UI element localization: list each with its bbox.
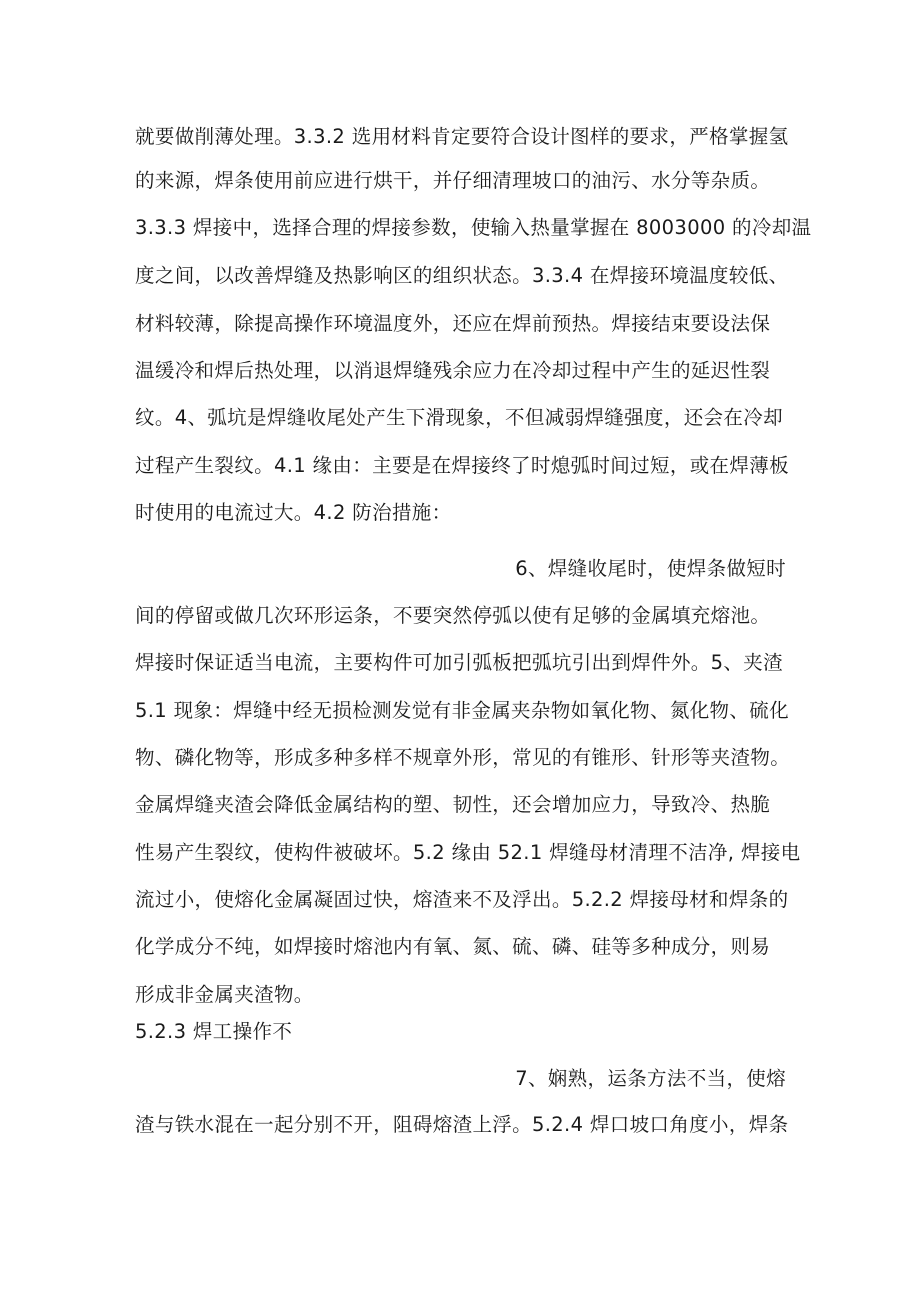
- text-line: 焊接时保证适当电流，主要构件可加引弧板把弧坑引出到焊件外。5、夹渣: [135, 651, 783, 674]
- text-line: 间的停留或做几次环形运条，不要突然停弧以使有足够的金属填充熔池。: [135, 604, 771, 627]
- text-line: 物、磷化物等，形成多种多样不规章外形，常见的有锥形、针形等夹渣物。: [135, 746, 791, 769]
- text-line: 流过小，使熔化金属凝固过快，熔渣来不及浮出。5.2.2 焊接母材和焊条的: [135, 888, 789, 911]
- text-line: 金属焊缝夹渣会降低金属结构的塑、韧性，还会增加应力，导致冷、热脆: [135, 793, 771, 816]
- text-line: 6、焊缝收尾时，使焊条做短时: [515, 557, 786, 580]
- text-line: 渣与铁水混在一起分别不开，阻碍熔渣上浮。5.2.4 焊口坡口角度小，焊条: [135, 1113, 789, 1136]
- text-line: 就要做削薄处理。3.3.2 选用材料肯定要符合设计图样的要求，严格掌握氢: [135, 125, 789, 148]
- text-line: 3.3.3 焊接中，选择合理的焊接参数，使输入热量掌握在 8003000 的冷却温: [135, 216, 812, 239]
- text-line: 5.1 现象：焊缝中经无损检测发觉有非金属夹杂物如氧化物、氮化物、硫化: [135, 699, 789, 722]
- text-line: 形成非金属夹渣物。: [135, 983, 314, 1006]
- text-line: 5.2.3 焊工操作不: [135, 1020, 293, 1043]
- text-line: 度之间，以改善焊缝及热影响区的组织状态。3.3.4 在焊接环境温度较低、: [135, 264, 789, 287]
- text-line: 性易产生裂纹，使构件被破坏。5.2 缘由 52.1 焊缝母材清理不洁净, 焊接电: [135, 841, 801, 864]
- text-line: 材料较薄，除提高操作环境温度外，还应在焊前预热。焊接结束要设法保: [135, 312, 771, 335]
- text-line: 7、娴熟，运条方法不当，使熔: [515, 1067, 786, 1090]
- text-line: 温缓冷和焊后热处理，以消退焊缝残余应力在冷却过程中产生的延迟性裂: [135, 359, 771, 382]
- text-line: 纹。4、弧坑是焊缝收尾处产生下滑现象，不但减弱焊缝强度，还会在冷却: [135, 406, 783, 429]
- text-line: 化学成分不纯，如焊接时熔池内有氧、氮、硫、磷、硅等多种成分，则易: [135, 935, 771, 958]
- text-line: 时使用的电流过大。4.2 防治措施：: [135, 501, 452, 524]
- text-line: 过程产生裂纹。4.1 缘由：主要是在焊接终了时熄弧时间过短，或在焊薄板: [135, 454, 789, 477]
- text-line: 的来源，焊条使用前应进行烘干，并仔细清理坡口的油污、水分等杂质。: [135, 169, 771, 192]
